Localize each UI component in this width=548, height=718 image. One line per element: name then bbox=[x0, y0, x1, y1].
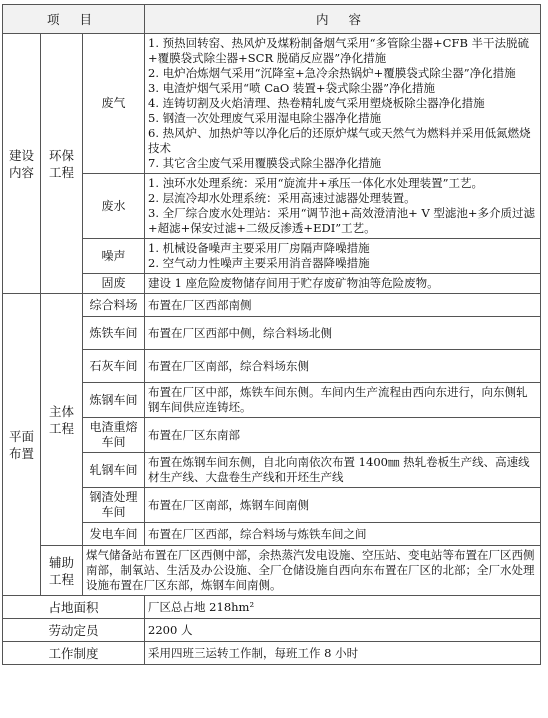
list-item: 1. 预热回转窑、热风炉及煤粉制备烟气采用“多管除尘器+CFB 半干法脱硫+覆膜袋式除尘器+SCR 脱硝反应器”净化措施 bbox=[148, 36, 530, 65]
row-name-lime: 石灰车间 bbox=[83, 350, 145, 383]
table-row bbox=[3, 317, 541, 350]
header-item: 项 目 bbox=[3, 5, 145, 34]
project-content-table bbox=[2, 4, 541, 665]
row-name-stockyard: 综合料场 bbox=[83, 294, 145, 317]
aux-engineering-label: 辅助工程 bbox=[41, 546, 83, 596]
list-item: 2. 电炉冶炼烟气采用“沉降室+急冷余热锅炉+覆膜袋式除尘器”净化措施 bbox=[148, 66, 516, 80]
row-name-slag-processing: 钢渣处理车间 bbox=[83, 488, 145, 523]
table-row bbox=[3, 619, 541, 642]
list-item: 1. 浊环水处理系统：采用“旋流井+承压一体化水处理装置”工艺。 bbox=[148, 176, 484, 190]
staffing-value: 2200 人 bbox=[145, 619, 541, 642]
work-system-value: 采用四班三运转工作制，每班工作 8 小时 bbox=[145, 642, 541, 665]
land-area-value: 厂区总占地 218hm² bbox=[145, 596, 541, 619]
table-header-row bbox=[3, 5, 541, 34]
row-name-waste-gas: 废气 bbox=[83, 34, 145, 174]
solid-waste-content bbox=[145, 274, 541, 294]
stockyard-content: 布置在厂区西部南侧 bbox=[145, 294, 541, 317]
layout-group-label: 平面布置 bbox=[3, 294, 41, 596]
row-name-power: 发电车间 bbox=[83, 523, 145, 546]
row-name-ironmaking: 炼铁车间 bbox=[83, 317, 145, 350]
main-engineering-label: 主体工程 bbox=[41, 294, 83, 546]
header-content: 内 容 bbox=[145, 5, 541, 34]
table-row bbox=[3, 546, 541, 596]
table-row bbox=[3, 294, 541, 317]
row-name-electroslag: 电渣重熔车间 bbox=[83, 418, 145, 453]
steelmaking-content: 布置在厂区中部，炼铁车间东侧。车间内生产流程由西向东进行，向东侧轧钢车间供应连铸坯。 bbox=[145, 383, 541, 418]
electroslag-content: 布置在厂区东南部 bbox=[145, 418, 541, 453]
list-item: 2. 层流冷却水处理系统：采用高速过滤器处理装置。 bbox=[148, 191, 416, 205]
table-row bbox=[3, 274, 541, 294]
staffing-label: 劳动定员 bbox=[3, 619, 145, 642]
table-row bbox=[3, 488, 541, 523]
list-item: 2. 空气动力性噪声主要采用消音器降噪措施 bbox=[148, 256, 370, 270]
power-content: 布置在厂区西部，综合料场与炼铁车间之间 bbox=[145, 523, 541, 546]
table-row bbox=[3, 418, 541, 453]
table-row bbox=[3, 383, 541, 418]
slag-processing-content: 布置在厂区南部，炼钢车间南侧 bbox=[145, 488, 541, 523]
land-area-label: 占地面积 bbox=[3, 596, 145, 619]
row-name-rolling: 轧钢车间 bbox=[83, 453, 145, 488]
table-row bbox=[3, 642, 541, 665]
rolling-content: 布置在炼钢车间东侧，自北向南依次布置 1400㎜ 热轧卷板生产线、高速线材生产线、大盘卷生产线和开坯生产线 bbox=[145, 453, 541, 488]
table-row bbox=[3, 523, 541, 546]
waste-water-content bbox=[145, 174, 541, 239]
row-name-waste-water: 废水 bbox=[83, 174, 145, 239]
table-row bbox=[3, 34, 541, 174]
table-row bbox=[3, 350, 541, 383]
row-name-noise: 噪声 bbox=[83, 239, 145, 274]
aux-engineering-content: 煤气储备站布置在厂区西侧中部，余热蒸汽发电设施、空压站、变电站等布置在厂区西侧南部，制氧站、生活及办公设施、全厂仓储设施自西向东布置在厂区的北部；全厂水处理设施布置在厂区东部，炼钢车间南侧。 bbox=[83, 546, 541, 596]
construction-group-label: 建设内容 bbox=[3, 34, 41, 294]
lime-content: 布置在厂区南部，综合料场东侧 bbox=[145, 350, 541, 383]
list-item: 7. 其它含尘废气采用覆膜袋式除尘器净化措施 bbox=[148, 156, 382, 170]
ironmaking-content: 布置在厂区西部中侧，综合料场北侧 bbox=[145, 317, 541, 350]
waste-gas-content bbox=[145, 34, 541, 174]
list-item: 4. 连铸切割及火焰清理、热卷精轧废气采用塑烧板除尘器净化措施 bbox=[148, 96, 485, 110]
env-engineering-label: 环保工程 bbox=[41, 34, 83, 294]
table-row bbox=[3, 453, 541, 488]
row-name-solid-waste: 固废 bbox=[83, 274, 145, 294]
table-row bbox=[3, 239, 541, 274]
table-row bbox=[3, 596, 541, 619]
list-item: 5. 钢渣一次处理废气采用湿电除尘器净化措施 bbox=[148, 111, 382, 125]
list-item: 6. 热风炉、加热炉等以净化后的还原炉煤气或天然气为燃料并采用低氮燃烧技术 bbox=[148, 126, 531, 155]
table-row bbox=[3, 174, 541, 239]
row-name-steelmaking: 炼钢车间 bbox=[83, 383, 145, 418]
noise-content bbox=[145, 239, 541, 274]
list-item: 3. 全厂综合废水处理站：采用“调节池+高效澄清池+ V 型滤池+多介质过滤+超滤+保安过滤+二级反渗透+EDI”工艺。 bbox=[148, 206, 536, 235]
list-item: 3. 电渣炉烟气采用“喷 CaO 装置+袋式除尘器”净化措施 bbox=[148, 81, 435, 95]
list-item: 1. 机械设备噪声主要采用厂房隔声降噪措施 bbox=[148, 241, 370, 255]
list-item: 建设 1 座危险废物储存间用于贮存废矿物油等危险废物。 bbox=[148, 276, 439, 290]
work-system-label: 工作制度 bbox=[3, 642, 145, 665]
